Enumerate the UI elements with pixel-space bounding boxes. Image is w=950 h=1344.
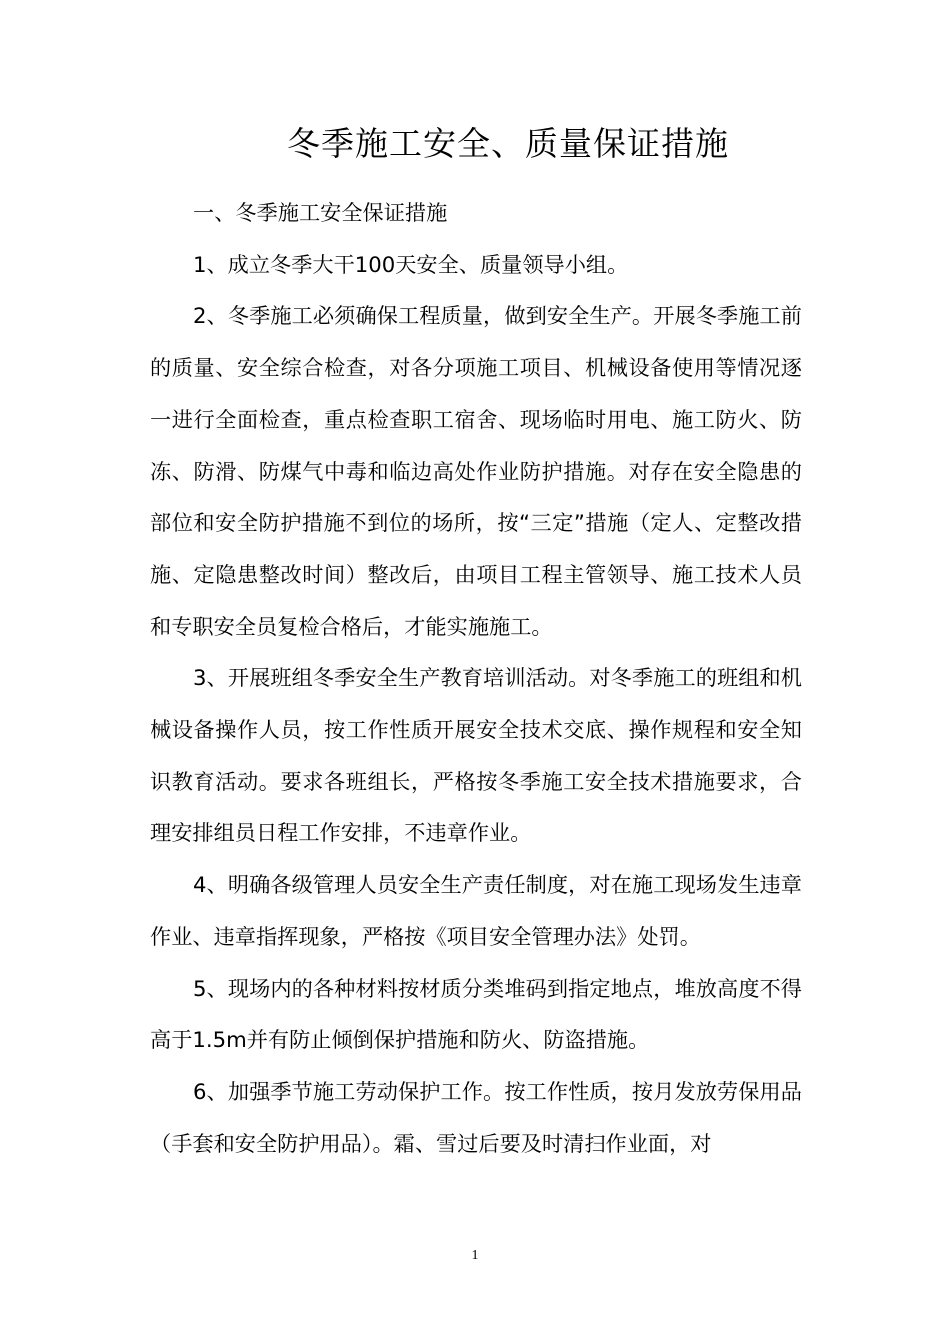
document-body [150, 187, 802, 1169]
paragraph-item-1: 1、成立冬季大干100天安全、质量领导小组。 [193, 251, 629, 277]
paragraph-item-3: 3、开展班组冬季安全生产教育培训活动。对冬季施工的班组和机械设备操作人员，按工作性质开展安全技术交底、操作规程和安全知识教育活动。要求各班组长，严格按冬季施工安全技术措施要求，合理安排组员日程工作安排，不违章作业。 [150, 665, 802, 846]
paragraph-item-4: 4、明确各级管理人员安全生产责任制度，对在施工现场发生违章作业、违章指挥现象，严格按《项目安全管理办法》处罚。 [150, 872, 802, 949]
section-heading: 一、冬季施工安全保证措施 [193, 200, 448, 225]
paragraph-item-6: 6、加强季节施工劳动保护工作。按工作性质，按月发放劳保用品（手套和安全防护用品）。霜、雪过后要及时清扫作业面，对 [150, 1078, 802, 1156]
paragraph-item-2: 2、冬季施工必须确保工程质量，做到安全生产。开展冬季施工前的质量、安全综合检查，对各分项施工项目、机械设备使用等情况逐一进行全面检查，重点检查职工宿舍、现场临时用电、施工防火、防冻、防滑、防煤气中毒和临边高处作业防护措施。对存在安全隐患的部位和安全防护措施不到位的场所，按“三定”措施（定人、定整改措施、定隐患整改时间）整改后，由项目工程主管领导、施工技术人员和专职安全员复检合格后，才能实施施工。 [150, 303, 802, 639]
paragraph-item-5: 5、现场内的各种材料按材质分类堆码到指定地点，堆放高度不得高于1.5m并有防止倾倒保护措施和防火、防盗措施。 [150, 975, 802, 1053]
page-number: 1 [471, 1248, 479, 1263]
document-title: 冬季施工安全、质量保证措施 [287, 124, 729, 163]
